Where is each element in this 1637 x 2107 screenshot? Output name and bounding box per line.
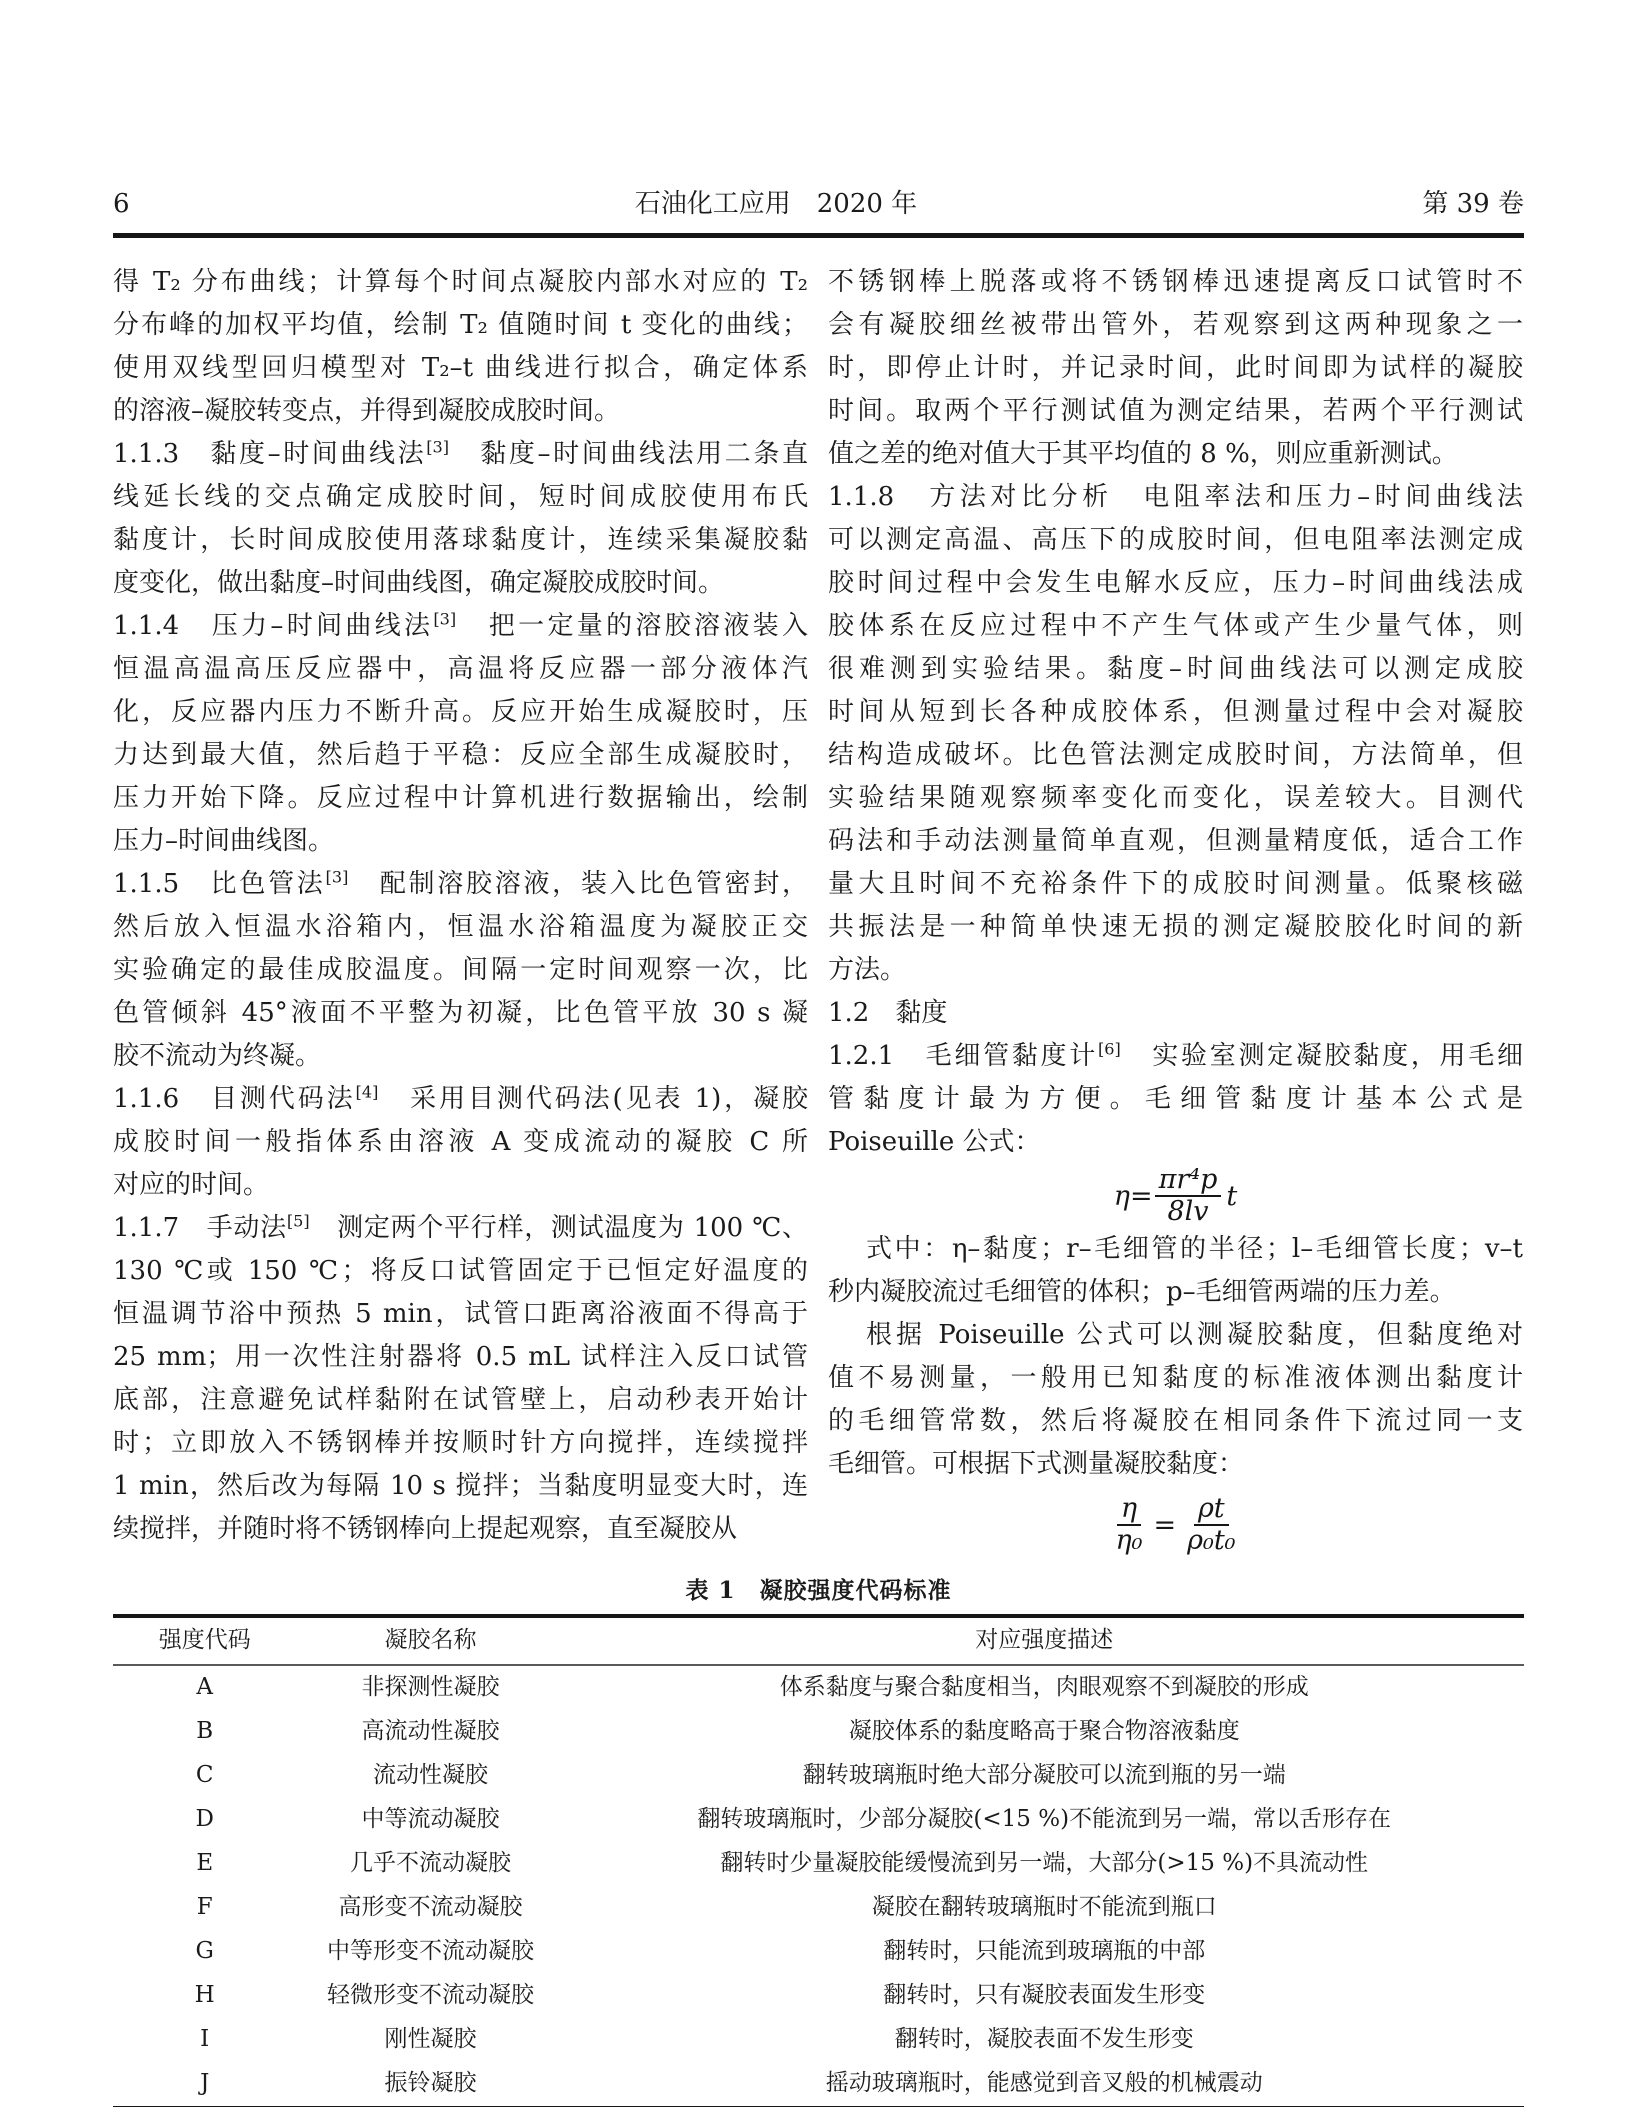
text-line: 胶体系在反应过程中不产生气体或产生少量气体，则 xyxy=(828,611,1523,641)
text-line: 方法。 xyxy=(828,955,907,985)
text-line: 很难测到实验结果。黏度–时间曲线法可以测定成胶 xyxy=(828,654,1523,684)
formula2-right-numerator: ρt xyxy=(1194,1494,1229,1526)
table-row xyxy=(113,1930,1524,1974)
text-line: 使用双线型回归模型对 T₂–t 曲线进行拟合，确定体系 xyxy=(113,353,808,383)
text-line: 量大且时间不充裕条件下的成胶时间测量。低聚核磁 xyxy=(828,869,1523,899)
table-cell: F xyxy=(196,1894,213,1921)
text-line: 会有凝胶细丝被带出管外，若观察到这两种现象之一 xyxy=(828,310,1523,340)
table-cell: 高流动性凝胶 xyxy=(361,1718,500,1745)
table-cell: D xyxy=(195,1806,214,1833)
text-line: 1.1.5 比色管法[3] 配制溶胶溶液，装入比色管密封， xyxy=(113,867,808,899)
text-line: 色管倾斜 45°液面不平整为初凝，比色管平放 30 s 凝 xyxy=(113,998,808,1028)
table-cell: 非探测性凝胶 xyxy=(361,1674,500,1701)
text-line: 1.2 黏度 xyxy=(828,998,948,1028)
right-column-lines-a xyxy=(828,261,1523,1164)
table-row xyxy=(113,1842,1524,1886)
table-cell: A xyxy=(196,1674,214,1701)
text-line: 时，即停止计时，并记录时间，此时间即为试样的凝胶 xyxy=(828,353,1523,383)
table-cell: 体系黏度与聚合黏度相当，肉眼观察不到凝胶的形成 xyxy=(779,1674,1309,1701)
table-body xyxy=(113,1666,1524,2106)
text-line: 1.1.6 目测代码法[4] 采用目测代码法(见表 1)，凝胶 xyxy=(113,1082,808,1114)
left-column xyxy=(113,261,808,1564)
text-line: 恒温调节浴中预热 5 min，试管口距离浴液面不得高于 xyxy=(113,1299,808,1329)
table-cell: 翻转玻璃瓶时绝大部分凝胶可以流到瓶的另一端 xyxy=(802,1762,1286,1789)
table-cell: B xyxy=(196,1718,214,1745)
table-row xyxy=(113,2062,1524,2106)
table-cell: 中等流动凝胶 xyxy=(361,1806,500,1833)
table-cell: 轻微形变不流动凝胶 xyxy=(326,1982,534,2009)
text-line: 续搅拌，并随时将不锈钢棒向上提起观察，直至凝胶从 xyxy=(113,1514,738,1544)
text-line: 然后放入恒温水浴箱内，恒温水浴箱温度为凝胶正交 xyxy=(113,912,808,942)
text-line: 实验结果随观察频率变化而变化，误差较大。目测代 xyxy=(828,783,1523,813)
table-cell: 翻转时，只有凝胶表面发生形变 xyxy=(883,1982,1206,2009)
formula1-time-factor: t xyxy=(1226,1180,1238,1212)
table-cell: G xyxy=(195,1938,214,1965)
text-line: 码法和手动法测量简单直观，但测量精度低，适合工作 xyxy=(828,826,1523,856)
left-column-lines xyxy=(113,261,808,1551)
text-line: 度变化，做出黏度–时间曲线图，确定凝胶成胶时间。 xyxy=(113,568,725,598)
table-cell: 凝胶在翻转玻璃瓶时不能流到瓶口 xyxy=(871,1894,1217,1921)
text-line: 共振法是一种简单快速无损的测定凝胶胶化时间的新 xyxy=(828,912,1523,942)
header-rule xyxy=(113,233,1524,238)
table-cell: I xyxy=(200,2026,210,2053)
table-cell: 流动性凝胶 xyxy=(372,1762,488,1789)
text-line: 1.1.3 黏度–时间曲线法[3] 黏度–时间曲线法用二条直 xyxy=(113,437,808,469)
table-cell: J xyxy=(200,2070,210,2097)
text-line: 值之差的绝对值大于其平均值的 8 %，则应重新测试。 xyxy=(828,439,1458,469)
text-line: 结构造成破坏。比色管法测定成胶时间，方法简单，但 xyxy=(828,740,1523,770)
text-line: 根据 Poiseuille 公式可以测凝胶黏度，但黏度绝对 xyxy=(866,1320,1523,1350)
table-cell: E xyxy=(196,1850,214,1877)
text-line: 时间从短到长各种成胶体系，但测量过程中会对凝胶 xyxy=(828,697,1523,727)
text-line: 胶时间过程中会发生电解水反应，压力–时间曲线法成 xyxy=(828,568,1523,598)
table-row xyxy=(113,1798,1524,1842)
right-column-lines-b xyxy=(828,1228,1523,1486)
table-cell: 几乎不流动凝胶 xyxy=(349,1850,511,1877)
table-cell: 振铃凝胶 xyxy=(384,2070,477,2097)
text-line: 恒温高温高压反应器中，高温将反应器一部分液体汽 xyxy=(113,654,808,684)
poiseuille-formula xyxy=(828,1164,1523,1228)
text-line: 时；立即放入不锈钢棒并按顺时针方向搅拌，连续搅拌 xyxy=(113,1428,808,1458)
formula2-left-denominator: η₀ xyxy=(1115,1525,1143,1556)
running-head xyxy=(113,0,1524,220)
table-cell: 翻转时，只能流到玻璃瓶的中部 xyxy=(883,1938,1206,1965)
text-line: 压力开始下降。反应过程中计算机进行数据输出，绘制 xyxy=(113,783,808,813)
formula1-fraction xyxy=(1155,1165,1222,1227)
table-row xyxy=(113,1886,1524,1930)
table-row xyxy=(113,1710,1524,1754)
text-line: 压力–时间曲线图。 xyxy=(113,826,335,856)
table-title: 表 1 凝胶强度代码标准 xyxy=(685,1577,952,1604)
text-line: 力达到最大值，然后趋于平稳：反应全部生成凝胶时， xyxy=(113,740,808,770)
volume-label: 第 39 卷 xyxy=(1422,189,1524,219)
text-line: 不锈钢棒上脱落或将不锈钢棒迅速提离反口试管时不 xyxy=(828,267,1523,297)
page-number: 6 xyxy=(113,189,130,219)
text-line: 式中：η–黏度；r–毛细管的半径；l–毛细管长度；v–t xyxy=(866,1234,1523,1264)
table-cell: 刚性凝胶 xyxy=(384,2026,477,2053)
text-line: 分布峰的加权平均值，绘制 T₂ 值随时间 t 变化的曲线； xyxy=(113,310,808,340)
text-line: 秒内凝胶流过毛细管的体积；p–毛细管两端的压力差。 xyxy=(828,1277,1456,1307)
table-cell: 摇动玻璃瓶时，能感觉到音叉般的机械震动 xyxy=(825,2070,1263,2097)
text-line: 底部，注意避免试样黏附在试管壁上，启动秒表开始计 xyxy=(113,1385,808,1415)
table-cell: 高形变不流动凝胶 xyxy=(338,1894,523,1921)
relative-viscosity-formula xyxy=(828,1486,1523,1564)
text-line: 线延长线的交点确定成胶时间，短时间成胶使用布氏 xyxy=(113,482,808,512)
text-line: 毛细管。可根据下式测量凝胶黏度： xyxy=(828,1449,1245,1479)
table-row xyxy=(113,1754,1524,1798)
text-line: 1.1.8 方法对比分析 电阻率法和压力–时间曲线法 xyxy=(828,482,1523,512)
text-line: 1.2.1 毛细管黏度计[6] 实验室测定凝胶黏度，用毛细 xyxy=(828,1039,1523,1071)
journal-title: 石油化工应用 2020 年 xyxy=(634,189,918,219)
text-line: 时间。取两个平行测试值为测定结果，若两个平行测试 xyxy=(828,396,1523,426)
text-line: 管黏度计最为方便。毛细管黏度计基本公式是 xyxy=(828,1084,1523,1114)
text-line: 25 mm；用一次性注射器将 0.5 mL 试样注入反口试管 xyxy=(113,1342,808,1372)
formula1-lhs: η= xyxy=(1113,1180,1153,1212)
table-cell: H xyxy=(194,1982,215,2009)
text-line: 130 ℃或 150 ℃；将反口试管固定于已恒定好温度的 xyxy=(113,1256,808,1286)
text-line: 1 min，然后改为每隔 10 s 搅拌；当黏度明显变大时，连 xyxy=(113,1471,808,1501)
text-line: 1.1.7 手动法[5] 测定两个平行样，测试温度为 100 ℃、 xyxy=(113,1211,808,1243)
table-header-cell: 凝胶名称 xyxy=(384,1627,477,1654)
table-cell: 凝胶体系的黏度略高于聚合物溶液黏度 xyxy=(848,1718,1240,1745)
table-header-cell: 对应强度描述 xyxy=(975,1627,1114,1654)
table-cell: 中等形变不流动凝胶 xyxy=(326,1938,534,1965)
gel-strength-table xyxy=(113,1614,1524,2107)
table-row xyxy=(113,2018,1524,2062)
text-line: 对应的时间。 xyxy=(113,1170,270,1200)
text-line: 可以测定高温、高压下的成胶时间，但电阻率法测定成 xyxy=(828,525,1523,555)
formula2-left-numerator: η xyxy=(1117,1494,1141,1526)
table-header-row xyxy=(113,1618,1524,1666)
text-line: 胶不流动为终凝。 xyxy=(113,1041,322,1071)
table-header-cell: 强度代码 xyxy=(158,1627,251,1654)
table-cell: 翻转时，凝胶表面不发生形变 xyxy=(894,2026,1194,2053)
text-line: 值不易测量，一般用已知黏度的标准液体测出黏度计 xyxy=(828,1363,1523,1393)
text-line: 成胶时间一般指体系由溶液 A 变成流动的凝胶 C 所 xyxy=(113,1127,808,1157)
text-line: 黏度计，长时间成胶使用落球黏度计，连续采集凝胶黏 xyxy=(113,525,808,555)
right-column xyxy=(828,261,1523,1564)
body-columns xyxy=(113,261,1524,1564)
table-cell: 翻转玻璃瓶时，少部分凝胶(<15 %)不能流到另一端，常以舌形存在 xyxy=(697,1806,1392,1833)
text-line: Poiseuille 公式： xyxy=(828,1127,1041,1157)
formula2-left-fraction xyxy=(1112,1494,1147,1556)
formula2-right-fraction xyxy=(1183,1494,1239,1556)
text-line: 的溶液–凝胶转变点，并得到凝胶成胶时间。 xyxy=(113,396,621,426)
text-line: 实验确定的最佳成胶温度。间隔一定时间观察一次，比 xyxy=(113,955,808,985)
text-line: 的毛细管常数，然后将凝胶在相同条件下流过同一支 xyxy=(828,1406,1523,1436)
formula1-numerator: πr⁴p xyxy=(1155,1165,1222,1197)
table-row xyxy=(113,1666,1524,1710)
text-line: 得 T₂ 分布曲线；计算每个时间点凝胶内部水对应的 T₂ xyxy=(113,267,808,297)
table-row xyxy=(113,1974,1524,2018)
text-line: 化，反应器内压力不断升高。反应开始生成凝胶时，压 xyxy=(113,697,808,727)
table-cell: 翻转时少量凝胶能缓慢流到另一端，大部分(>15 %)不具流动性 xyxy=(720,1850,1369,1877)
formula2-right-denominator: ρ₀t₀ xyxy=(1187,1525,1236,1556)
formula2-equals: = xyxy=(1153,1509,1177,1541)
text-line: 1.1.4 压力–时间曲线法[3] 把一定量的溶胶溶液装入 xyxy=(113,609,808,641)
table-cell: C xyxy=(195,1762,214,1789)
formula1-denominator: 8lv xyxy=(1167,1196,1209,1227)
